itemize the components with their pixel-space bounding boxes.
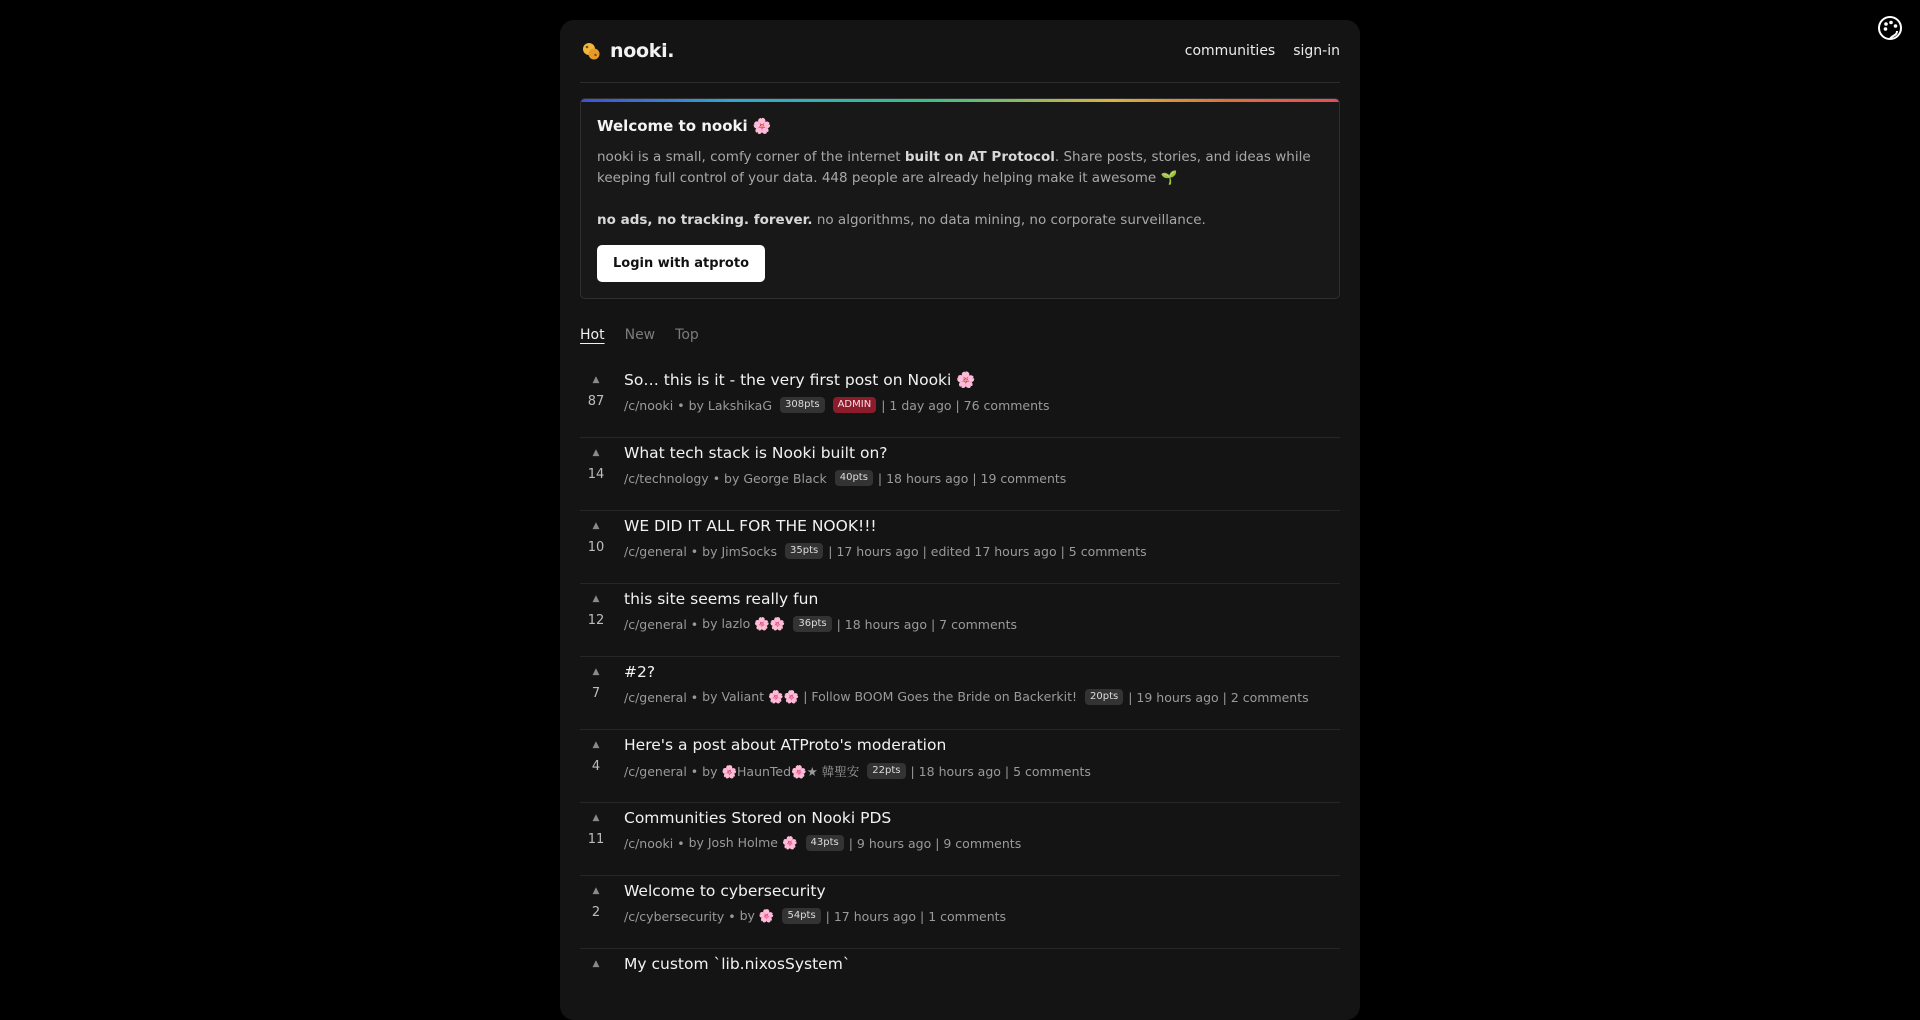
post-info: | 1 day ago | 76 comments (881, 397, 1050, 413)
post-title[interactable]: Welcome to cybersecurity (624, 882, 826, 900)
post-info: | 18 hours ago | 7 comments (836, 616, 1017, 632)
upvote-icon[interactable]: ▲ (592, 813, 600, 823)
upvote-icon[interactable]: ▲ (592, 667, 600, 677)
vote-box (580, 804, 612, 847)
community-link[interactable]: /c/general (624, 616, 687, 632)
post-title[interactable]: #2? (624, 663, 656, 681)
points-badge: 22pts (867, 763, 905, 779)
author-link[interactable]: by Valiant 🌸🌸 | Follow BOOM Goes the Bride on Backerkit! (702, 689, 1078, 704)
post-score: 10 (587, 540, 605, 555)
post-title[interactable]: What tech stack is Nooki built on? (624, 444, 888, 462)
post-score: 7 (591, 686, 601, 701)
list-item (580, 511, 1340, 584)
tab-top[interactable]: Top (675, 327, 699, 343)
post-score: 2 (591, 905, 601, 920)
author-link[interactable]: by Josh Holme 🌸 (688, 835, 798, 850)
community-link[interactable]: /c/general (624, 543, 687, 559)
post-meta: /c/general • by Valiant 🌸🌸 | Follow BOOM Goes the Bride on Backerkit! 20pts | 19 hours ago | 2 comments (624, 689, 1309, 705)
site-header (580, 20, 1340, 83)
author-link[interactable]: by 🌸HaunTed🌸★ 韓聖安 (702, 764, 860, 779)
post-title[interactable]: Communities Stored on Nooki PDS (624, 809, 892, 827)
points-badge: 20pts (1085, 689, 1123, 705)
list-item (580, 438, 1340, 511)
points-badge: 40pts (835, 470, 873, 486)
communities-link[interactable]: communities (1184, 43, 1276, 59)
vote-box (580, 877, 612, 920)
author-link[interactable]: by LakshikaG (688, 397, 773, 413)
upvote-icon[interactable]: ▲ (592, 448, 600, 458)
post-info: | 9 hours ago | 9 comments (848, 835, 1022, 851)
community-link[interactable]: /c/cybersecurity (624, 908, 725, 924)
post-info: | 18 hours ago | 5 comments (910, 763, 1091, 779)
post-title[interactable]: WE DID IT ALL FOR THE NOOK!!! (624, 517, 877, 535)
upvote-icon[interactable]: ▲ (592, 959, 600, 969)
post-meta: /c/nooki • by Josh Holme 🌸 43pts | 9 hours ago | 9 comments (624, 835, 1022, 851)
list-item (580, 584, 1340, 657)
post-info: | 18 hours ago | 19 comments (877, 470, 1067, 486)
community-link[interactable]: /c/nooki (624, 835, 674, 851)
post-meta: /c/general • by JimSocks 35pts | 17 hours ago | edited 17 hours ago | 5 comments (624, 543, 1147, 559)
author-link[interactable]: by 🌸 (739, 908, 775, 923)
post-score: 11 (587, 832, 605, 847)
post-score: 87 (587, 394, 605, 409)
gradient-bar (581, 99, 1339, 102)
sign-in-link[interactable]: sign-in (1293, 43, 1340, 59)
list-item (580, 730, 1340, 803)
vote-box (580, 585, 612, 628)
upvote-icon[interactable]: ▲ (592, 594, 600, 604)
post-info: | 17 hours ago | edited 17 hours ago | 5 comments (828, 543, 1147, 559)
post-score: 12 (587, 613, 605, 628)
post-meta: /c/general • by lazlo 🌸🌸 36pts | 18 hours ago | 7 comments (624, 616, 1017, 632)
welcome-card (580, 98, 1340, 299)
welcome-description: nooki is a small, comfy corner of the internet built on AT Protocol. Share posts, stories, and ideas while keeping full control of your data. 448 people are already helping make it awesome 🌱 (597, 149, 1311, 186)
community-link[interactable]: /c/technology (624, 470, 709, 486)
author-link[interactable]: by lazlo 🌸🌸 (702, 616, 786, 631)
community-link[interactable]: /c/nooki (624, 397, 674, 413)
post-info: | 17 hours ago | 1 comments (825, 908, 1007, 924)
list-item (580, 365, 1340, 438)
points-badge: 43pts (806, 835, 844, 851)
list-item (580, 876, 1340, 949)
hands-emoji-icon (580, 40, 602, 62)
list-item (580, 803, 1340, 876)
admin-badge: ADMIN (833, 397, 877, 413)
vote-box (580, 950, 612, 978)
points-badge: 308pts (780, 397, 825, 413)
vote-box (580, 366, 612, 409)
vote-box (580, 658, 612, 701)
points-badge: 54pts (782, 908, 820, 924)
theme-palette-button[interactable] (1875, 13, 1905, 43)
post-meta: /c/general • by 🌸HaunTed🌸★ 韓聖安 22pts | 18 hours ago | 5 comments (624, 763, 1091, 779)
palette-icon (1877, 15, 1903, 41)
main-panel (560, 20, 1360, 1020)
community-link[interactable]: /c/general (624, 763, 687, 779)
post-meta: /c/cybersecurity • by 🌸 54pts | 17 hours ago | 1 comments (624, 908, 1007, 924)
post-title[interactable]: Here's a post about ATProto's moderation (624, 736, 947, 754)
home-link[interactable] (580, 40, 674, 62)
vote-box (580, 512, 612, 555)
community-link[interactable]: /c/general (624, 689, 687, 705)
upvote-icon[interactable]: ▲ (592, 521, 600, 531)
post-title[interactable]: So… this is it - the very first post on Nooki 🌸 (624, 371, 976, 389)
upvote-icon[interactable]: ▲ (592, 375, 600, 385)
post-meta: /c/technology • by George Black 40pts | 18 hours ago | 19 comments (624, 470, 1067, 486)
post-score: 4 (591, 759, 601, 774)
tab-new[interactable]: New (624, 327, 656, 343)
post-info: | 19 hours ago | 2 comments (1128, 689, 1309, 705)
list-item (580, 657, 1340, 730)
upvote-icon[interactable]: ▲ (592, 886, 600, 896)
tab-hot[interactable]: Hot (580, 327, 605, 343)
top-nav (1185, 43, 1340, 59)
brand-name: nooki. (610, 40, 675, 62)
login-button[interactable]: Login with atproto (597, 245, 765, 282)
author-link[interactable]: by JimSocks (702, 543, 777, 559)
points-badge: 35pts (785, 543, 823, 559)
post-title[interactable]: My custom `lib.nixosSystem` (624, 955, 851, 973)
welcome-promise: no ads, no tracking. forever. no algorithms, no data mining, no corporate surveillance. (597, 212, 1206, 228)
vote-box (580, 439, 612, 482)
post-meta: /c/nooki • by LakshikaG 308pts ADMIN | 1 day ago | 76 comments (624, 397, 1050, 413)
points-badge: 36pts (793, 616, 831, 632)
sort-tabs (580, 325, 1340, 345)
author-link[interactable]: by George Black (724, 470, 827, 486)
welcome-title: Welcome to nooki 🌸 (597, 117, 772, 135)
post-list (580, 365, 1340, 1020)
list-item (580, 949, 1340, 1020)
post-title[interactable]: this site seems really fun (624, 590, 819, 608)
post-score: 14 (587, 467, 605, 482)
vote-box (580, 731, 612, 774)
upvote-icon[interactable]: ▲ (592, 740, 600, 750)
